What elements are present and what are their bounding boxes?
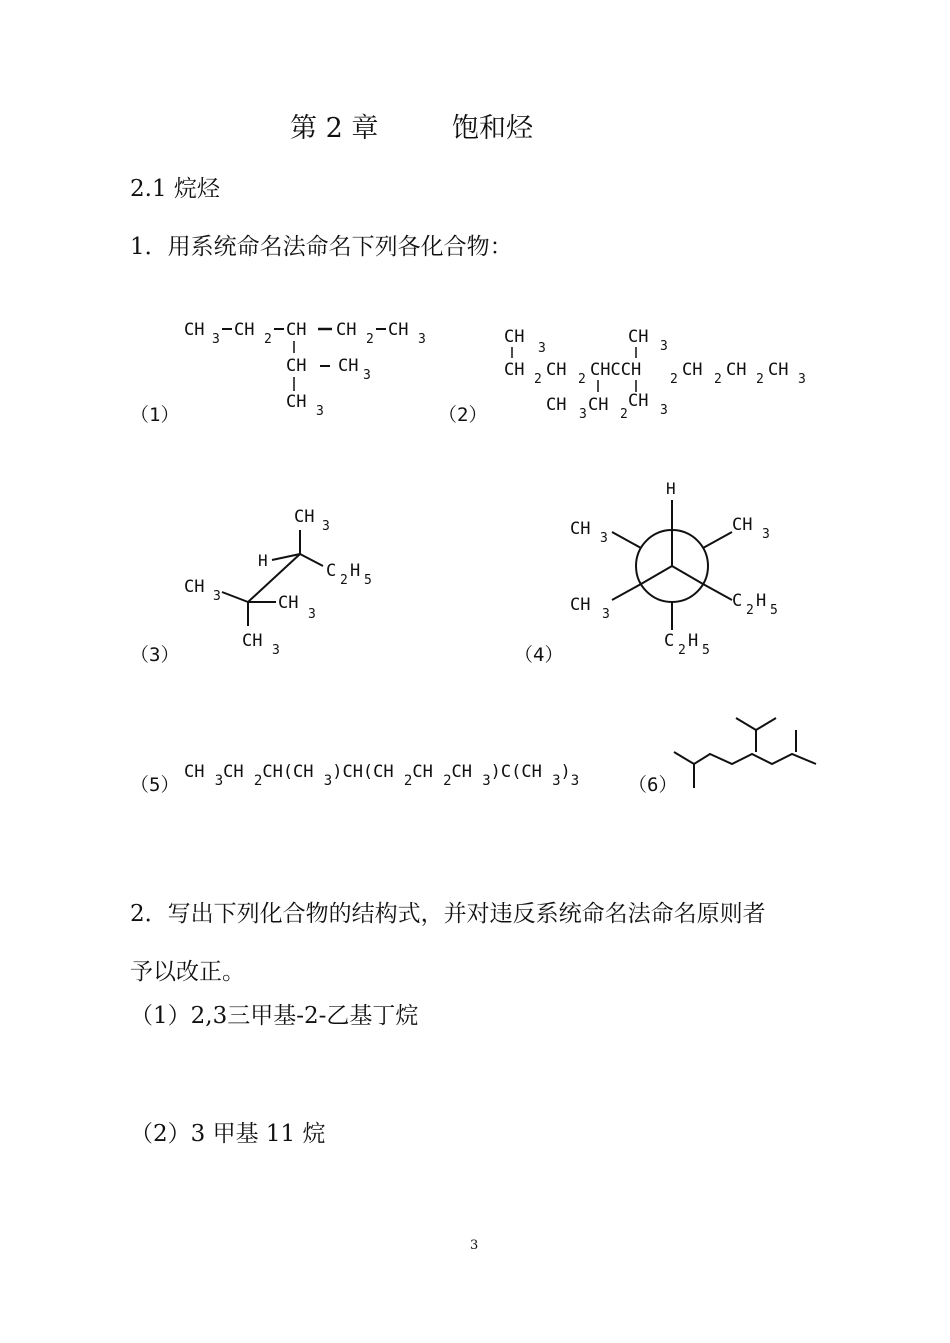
- condensed-formula-5: [184, 762, 580, 789]
- section-heading: 2.1 烷烃: [130, 176, 220, 202]
- formula-subscript: 3: [570, 773, 580, 789]
- svg-text:3: 3: [272, 643, 280, 658]
- svg-text:2: 2: [366, 332, 374, 347]
- chapter-number: 第 2 章: [290, 113, 379, 144]
- svg-text:2: 2: [534, 372, 542, 387]
- svg-text:2: 2: [670, 372, 678, 387]
- svg-text:3: 3: [322, 519, 330, 534]
- label-5: （5）: [130, 774, 180, 796]
- svg-text:3: 3: [363, 368, 371, 383]
- svg-text:CH: CH: [336, 320, 357, 340]
- svg-text:C: C: [326, 561, 337, 581]
- structure-6-skeletal: [670, 712, 830, 792]
- page-number: 3: [470, 1238, 479, 1253]
- svg-text:C: C: [732, 591, 743, 611]
- formula-part: )C(CH: [490, 762, 542, 782]
- svg-text:H: H: [688, 631, 699, 651]
- svg-text:3: 3: [308, 607, 316, 622]
- svg-text:5: 5: [364, 573, 372, 588]
- svg-text:H: H: [350, 561, 361, 581]
- label-1: （1）: [130, 404, 180, 426]
- svg-text:CH: CH: [768, 360, 789, 380]
- svg-text:H: H: [666, 479, 676, 498]
- formula-part: CH: [184, 762, 205, 782]
- svg-text:CH: CH: [294, 507, 315, 527]
- label-6: （6）: [628, 774, 678, 796]
- svg-text:C: C: [664, 631, 675, 651]
- svg-text:H: H: [258, 551, 268, 570]
- svg-text:CH: CH: [234, 320, 255, 340]
- label-3: （3）: [130, 644, 180, 666]
- svg-text:2: 2: [620, 407, 628, 422]
- svg-text:2: 2: [714, 372, 722, 387]
- svg-text:3: 3: [212, 332, 220, 347]
- structure-1: [180, 315, 440, 425]
- svg-text:3: 3: [660, 339, 668, 354]
- svg-text:3: 3: [762, 527, 770, 542]
- formula-part: CH: [223, 762, 244, 782]
- svg-text:CH: CH: [588, 395, 609, 415]
- svg-text:3: 3: [213, 589, 221, 604]
- formula-part: ): [560, 762, 571, 782]
- svg-text:2: 2: [756, 372, 764, 387]
- svg-text:5: 5: [702, 643, 710, 658]
- svg-text:CH: CH: [338, 356, 359, 376]
- svg-text:CHCCH: CHCCH: [590, 360, 642, 380]
- svg-text:2: 2: [340, 573, 348, 588]
- svg-text:CH: CH: [504, 327, 525, 347]
- svg-text:5: 5: [770, 603, 778, 618]
- svg-text:CH: CH: [242, 631, 263, 651]
- formula-part: CH: [412, 762, 433, 782]
- svg-text:CH: CH: [546, 395, 567, 415]
- structure-3: [180, 500, 400, 670]
- svg-text:3: 3: [798, 372, 806, 387]
- svg-text:CH: CH: [628, 391, 649, 411]
- svg-text:3: 3: [579, 407, 587, 422]
- svg-text:2: 2: [264, 332, 272, 347]
- formula-subscript: 3: [323, 773, 333, 789]
- formula-subscript: 3: [482, 773, 491, 789]
- svg-text:CH: CH: [628, 327, 649, 347]
- svg-text:CH: CH: [286, 392, 307, 412]
- label-2: （2）: [438, 404, 488, 426]
- formula-part: CH: [451, 762, 472, 782]
- svg-text:H: H: [756, 591, 767, 611]
- question-2-line-2: 予以改正。: [130, 959, 245, 985]
- formula-subscript: 3: [214, 773, 224, 789]
- svg-text:CH: CH: [286, 356, 307, 376]
- svg-text:CH: CH: [184, 577, 205, 597]
- formula-subscript: 3: [552, 773, 561, 789]
- svg-text:3: 3: [418, 332, 426, 347]
- svg-text:3: 3: [600, 531, 608, 546]
- svg-text:CH: CH: [570, 519, 591, 539]
- svg-text:CH: CH: [682, 360, 703, 380]
- svg-text:3: 3: [602, 607, 610, 622]
- svg-text:CH: CH: [278, 593, 299, 613]
- svg-text:2: 2: [746, 603, 754, 618]
- formula-subscript: 2: [253, 773, 263, 789]
- svg-text:CH: CH: [570, 595, 591, 615]
- svg-text:3: 3: [538, 341, 546, 356]
- svg-text:3: 3: [660, 403, 668, 418]
- svg-text:CH: CH: [388, 320, 409, 340]
- svg-text:CH: CH: [732, 515, 753, 535]
- formula-subscript: 2: [403, 773, 413, 789]
- formula-subscript: 2: [443, 773, 452, 789]
- svg-text:CH: CH: [184, 320, 205, 340]
- formula-part: CH(CH: [262, 762, 314, 782]
- formula-part: )CH(CH: [332, 762, 394, 782]
- structure-4: [560, 470, 800, 670]
- label-4: （4）: [514, 644, 564, 666]
- svg-text:2: 2: [578, 372, 586, 387]
- question-2-item-1: （1）2,3三甲基-2-乙基丁烷: [130, 1003, 419, 1029]
- svg-text:CH: CH: [286, 320, 307, 340]
- question-1: 1．用系统命名法命名下列各化合物：: [130, 234, 513, 260]
- chapter-title: 饱和烃: [452, 113, 533, 144]
- structure-2: [500, 320, 820, 430]
- question-2-item-2: （2）3 甲基 11 烷: [130, 1121, 326, 1147]
- svg-text:CH: CH: [546, 360, 567, 380]
- svg-text:3: 3: [316, 404, 324, 419]
- svg-text:CH: CH: [504, 360, 525, 380]
- question-2-line-1: 2．写出下列化合物的结构式，并对违反系统命名法命名原则者: [130, 901, 766, 927]
- svg-text:CH: CH: [726, 360, 747, 380]
- svg-text:2: 2: [678, 643, 686, 658]
